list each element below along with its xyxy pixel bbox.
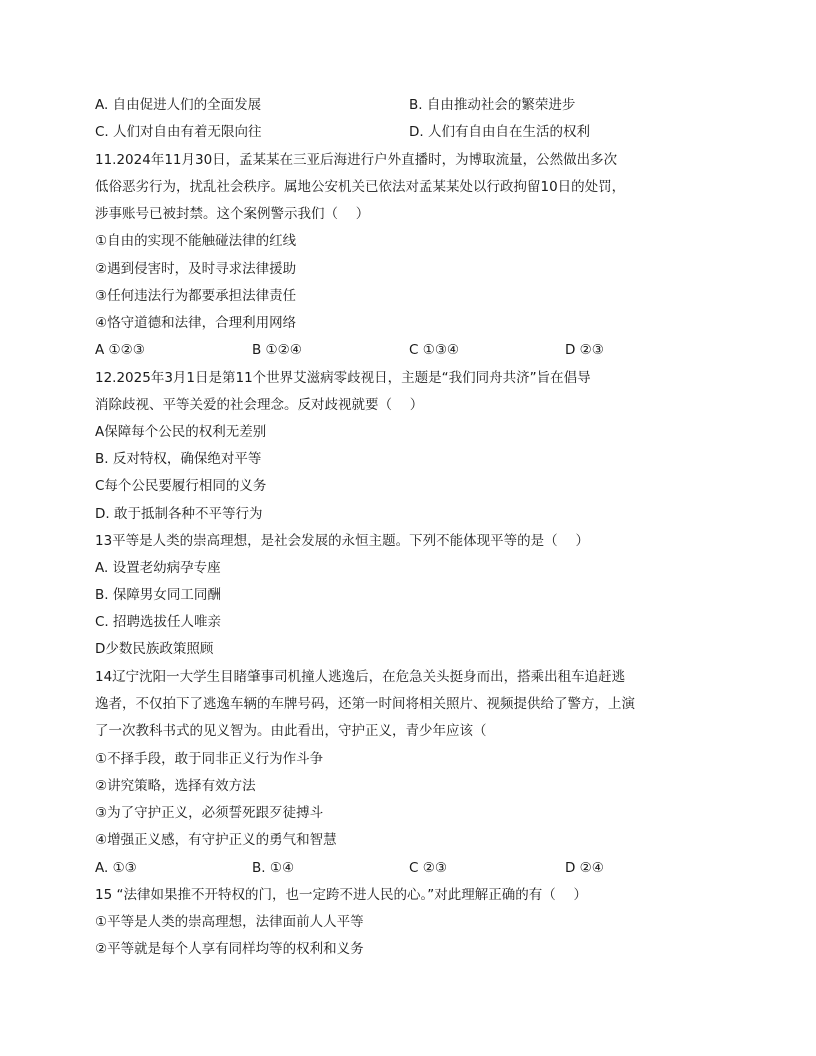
q11-option-d: D ②③ [565,342,604,358]
q11-stem-line-3: 涉事账号已被封禁。这个案例警示我们（ ） [95,206,370,222]
q11-item-2: ②遇到侵害时，及时寻求法律援助 [95,261,297,277]
q14-stem-line-1: 14辽宁沈阳一大学生目睹肇事司机撞人逃逸后，在危急关头挺身而出，搭乘出租车追赶逃 [95,669,626,685]
q11-option-c: C ①③④ [409,342,460,358]
q10-option-d: D. 人们有自由自在生活的权利 [409,124,590,140]
q10-option-c: C. 人们对自由有着无限向往 [95,124,262,140]
q14-item-2: ②讲究策略，选择有效方法 [95,778,256,794]
q14-stem-line-2: 逸者，不仅拍下了逃逸车辆的车牌号码，还第一时间将相关照片、视频提供给了警方，上演 [95,696,635,712]
q14-option-c: C ②③ [409,860,447,876]
q11-option-b: B ①②④ [252,342,302,358]
q11-option-a: A ①②③ [95,342,145,358]
q13-stem: 13平等是人类的崇高理想，是社会发展的永恒主题。下列不能体现平等的是（ ） [95,533,589,549]
q15-item-2: ②平等就是每个人享有同样均等的权利和义务 [95,941,364,957]
q14-item-4: ④增强正义感，有守护正义的勇气和智慧 [95,832,337,848]
q14-item-1: ①不择手段，敢于同非正义行为作斗争 [95,751,324,767]
q13-option-c: C. 招聘选拔任人唯亲 [95,614,222,630]
q14-option-a: A. ①③ [95,860,137,876]
q12-stem-line-1: 12.2025年3月1日是第11个世界艾滋病零歧视日，主题是“我们同舟共济”旨在倡导 [95,370,591,386]
q11-item-3: ③任何违法行为都要承担法律责任 [95,288,297,304]
q11-item-4: ④恪守道德和法律，合理利用网络 [95,315,297,331]
q13-option-a: A. 设置老幼病孕专座 [95,560,221,576]
q12-option-a: A保障每个公民的权利无差别 [95,424,267,440]
q14-item-3: ③为了守护正义，必须誓死跟歹徒搏斗 [95,805,324,821]
q10-option-a: A. 自由促进人们的全面发展 [95,97,262,113]
q13-option-d: D少数民族政策照顾 [95,641,214,657]
q13-option-b: B. 保障男女同工同酬 [95,587,221,603]
q14-option-d: D ②④ [565,860,604,876]
q15-item-1: ①平等是人类的崇高理想，法律面前人人平等 [95,914,364,930]
q12-option-d: D. 敢于抵制各种不平等行为 [95,506,263,522]
q15-stem: 15 “法律如果推不开特权的门，也一定跨不进人民的心。”对此理解正确的有（ ） [95,887,587,903]
q14-option-b: B. ①④ [252,860,295,876]
q12-option-c: C每个公民要履行相同的义务 [95,478,267,494]
q11-stem-line-1: 11.2024年11月30日，孟某某在三亚后海进行户外直播时，为博取流量，公然做出多次 [95,152,618,168]
q11-stem-line-2: 低俗恶劣行为，扰乱社会秩序。属地公安机关已依法对孟某某处以行政拘留10日的处罚， [95,179,626,195]
q10-option-b: B. 自由推动社会的繁荣进步 [409,97,576,113]
q11-item-1: ①自由的实现不能触碰法律的红线 [95,233,297,249]
q12-option-b: B. 反对特权，确保绝对平等 [95,451,262,467]
q14-stem-line-3: 了一次教科书式的见义智为。由此看出，守护正义，青少年应该（ [95,723,487,739]
q12-stem-line-2: 消除歧视、平等关爱的社会理念。反对歧视就要（ ） [95,397,424,413]
